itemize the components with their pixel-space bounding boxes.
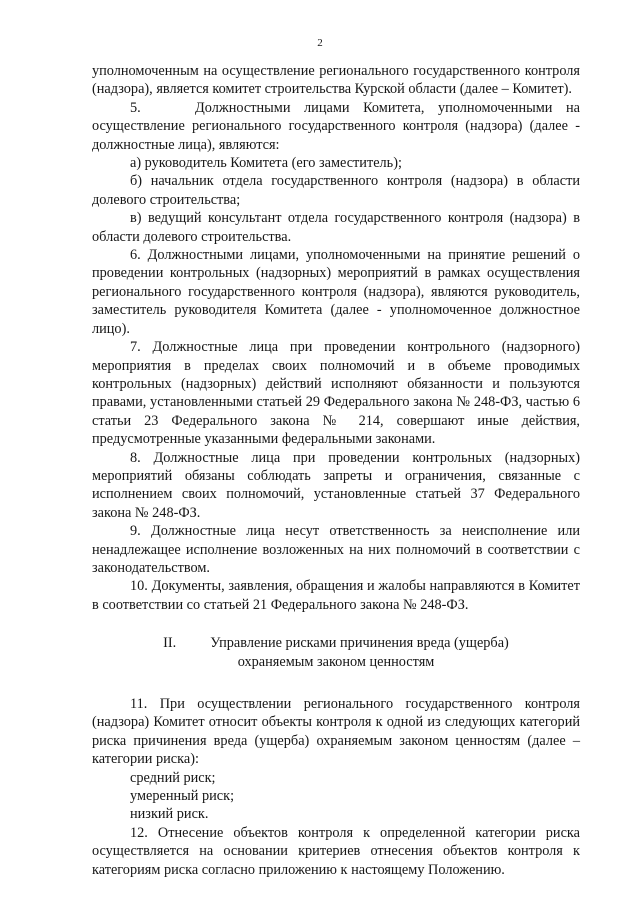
paragraph-item-12: 12. Отнесение объектов контроля к определенной категории риска осуществляется на основании критериев отнесения объектов контроля к категориям риска согласно приложению к настоящему Положению. bbox=[92, 824, 580, 878]
section-title-line-2: охраняемым законом ценностям bbox=[237, 653, 435, 670]
document-body bbox=[92, 62, 580, 879]
page-number: 2 bbox=[317, 37, 323, 49]
paragraph-item-11: 11. При осуществлении регионального государственного контроля (надзора) Комитет относит объекты контроля к одной из следующих категорий риска причинения вреда (ущерба) охраняемым законом ценностям (далее – категории риска): bbox=[92, 696, 580, 768]
paragraph-item-5: 5. Должностными лицами Комитета, уполномоченными на осуществление регионального государственного контроля (надзора) (далее - должностные лица), являются: bbox=[92, 99, 580, 153]
list-item-b: б) начальник отдела государственного контроля (надзора) в области долевого строительства; bbox=[92, 173, 580, 208]
section-heading-line-1 bbox=[92, 634, 580, 652]
risk-category-medium: средний риск; bbox=[130, 769, 216, 786]
paragraph-item-7: 7. Должностные лица при проведении контрольного (надзорного) мероприятия в пределах своих полномочий и в объеме проводимых контрольных (надзорных) действий исполняют обязанности и пользуются правами, установленными статьей 29 Федерального закона № 248-ФЗ, частью 6 статьи 23 Федерального закона № 214, совершают иные действия, предусмотренные указанными федеральными законами. bbox=[92, 339, 580, 448]
list-item-v: в) ведущий консультант отдела государственного контроля (надзора) в области долевого строительства. bbox=[92, 210, 580, 245]
paragraph-item-6: 6. Должностными лицами, уполномоченными на принятие решений о проведении контрольных (надзорных) мероприятий в рамках осуществления регионального государственного контроля (надзора), являются руководитель, заместитель руководителя Комитета (далее - уполномоченное должностное лицо). bbox=[92, 247, 580, 337]
paragraph-continuation: уполномоченным на осуществление регионального государственного контроля (надзора), является комитет строительства Курской области (далее – Комитет). bbox=[92, 63, 580, 98]
paragraph-item-10: 10. Документы, заявления, обращения и жалобы направляются в Комитет в соответствии со статьей 21 Федерального закона № 248-ФЗ. bbox=[92, 578, 580, 613]
section-title-line-1: Управление рисками причинения вреда (ущерба) bbox=[210, 635, 509, 652]
risk-category-moderate: умеренный риск; bbox=[130, 788, 235, 805]
section-number: II. bbox=[163, 635, 177, 652]
list-item-a: а) руководитель Комитета (его заместитель); bbox=[130, 155, 402, 172]
section-heading bbox=[92, 634, 580, 671]
paragraph-item-9: 9. Должностные лица несут ответственность за неисполнение или ненадлежащее исполнение возложенных на них полномочий в соответствии с законодательством. bbox=[92, 523, 580, 576]
risk-category-low: низкий риск. bbox=[130, 806, 209, 823]
paragraph-item-8: 8. Должностные лица при проведении контрольных (надзорных) мероприятий обязаны соблюдать запреты и ограничения, связанные с исполнением своих полномочий, установленные статьей 37 Федерального закона № 248-ФЗ. bbox=[92, 449, 580, 521]
